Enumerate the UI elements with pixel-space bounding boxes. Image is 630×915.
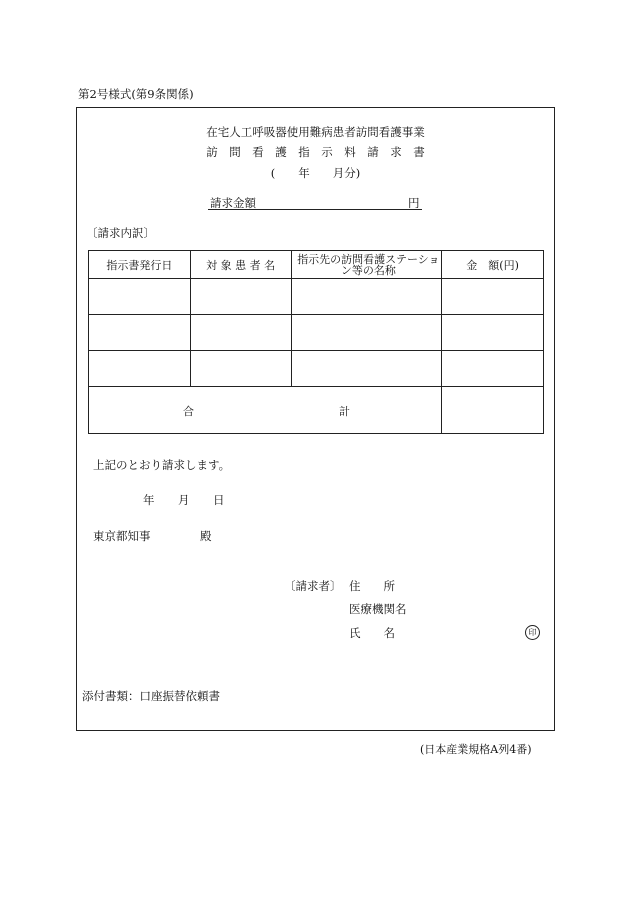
- address-label: 住 所: [349, 579, 395, 593]
- name-label: 氏 名: [349, 626, 395, 640]
- claim-amount-yen: 円: [408, 196, 420, 210]
- claim-amount-label: 請求金額: [210, 196, 256, 210]
- date-month: 月: [178, 493, 190, 507]
- total-label-2: 計: [339, 405, 350, 418]
- cell-issue-date[interactable]: [89, 315, 191, 351]
- cell-amount[interactable]: [442, 351, 544, 387]
- institution-label: 医療機関名: [349, 602, 407, 616]
- total-label-1: 合: [183, 405, 194, 418]
- title-line-1: 在宅人工呼吸器使用難病患者訪問看護事業: [206, 125, 425, 139]
- cell-issue-date[interactable]: [89, 351, 191, 387]
- cell-patient-name[interactable]: [190, 315, 291, 351]
- date-day: 日: [213, 493, 225, 507]
- cell-amount[interactable]: [442, 315, 544, 351]
- cell-patient-name[interactable]: [190, 279, 291, 315]
- claimant-label: 〔請求者〕: [284, 579, 342, 593]
- request-statement: 上記のとおり請求します。: [93, 458, 231, 472]
- header-station-name: 指示先の訪問看護ステーション等の名称: [291, 251, 442, 279]
- date-year: 年: [143, 493, 155, 507]
- total-amount-cell[interactable]: [442, 387, 544, 434]
- form-number: 第2号様式(第9条関係): [78, 87, 194, 101]
- title-line-2: 訪 問 看 護 指 示 料 請 求 書: [206, 145, 425, 159]
- cell-station-name[interactable]: [291, 351, 442, 387]
- cell-patient-name[interactable]: [190, 351, 291, 387]
- header-amount: 金 額(円): [442, 251, 544, 279]
- total-label-cell: [89, 387, 442, 434]
- total-row: [89, 387, 544, 434]
- cell-issue-date[interactable]: [89, 279, 191, 315]
- header-issue-date: 指示書発行日: [89, 251, 191, 279]
- claim-amount-line: [208, 209, 422, 210]
- table-row: [89, 315, 544, 351]
- table-row: [89, 351, 544, 387]
- table-row: [89, 279, 544, 315]
- seal-mark: 印: [525, 625, 540, 640]
- paper-size-note: (日本産業規格A列4番): [420, 743, 532, 756]
- table-header-row: [89, 251, 544, 279]
- billing-period: ( 年 月分): [270, 166, 361, 180]
- header-patient-name: 対 象 患 者 名: [190, 251, 291, 279]
- attachment-note: 添付書類：口座振替依頼書: [82, 689, 220, 703]
- breakdown-label: 〔請求内訳〕: [86, 226, 155, 240]
- cell-station-name[interactable]: [291, 315, 442, 351]
- addressee: 東京都知事: [93, 529, 151, 543]
- cell-station-name[interactable]: [291, 279, 442, 315]
- honorific: 殿: [200, 529, 212, 543]
- breakdown-table: [88, 250, 544, 434]
- cell-amount[interactable]: [442, 279, 544, 315]
